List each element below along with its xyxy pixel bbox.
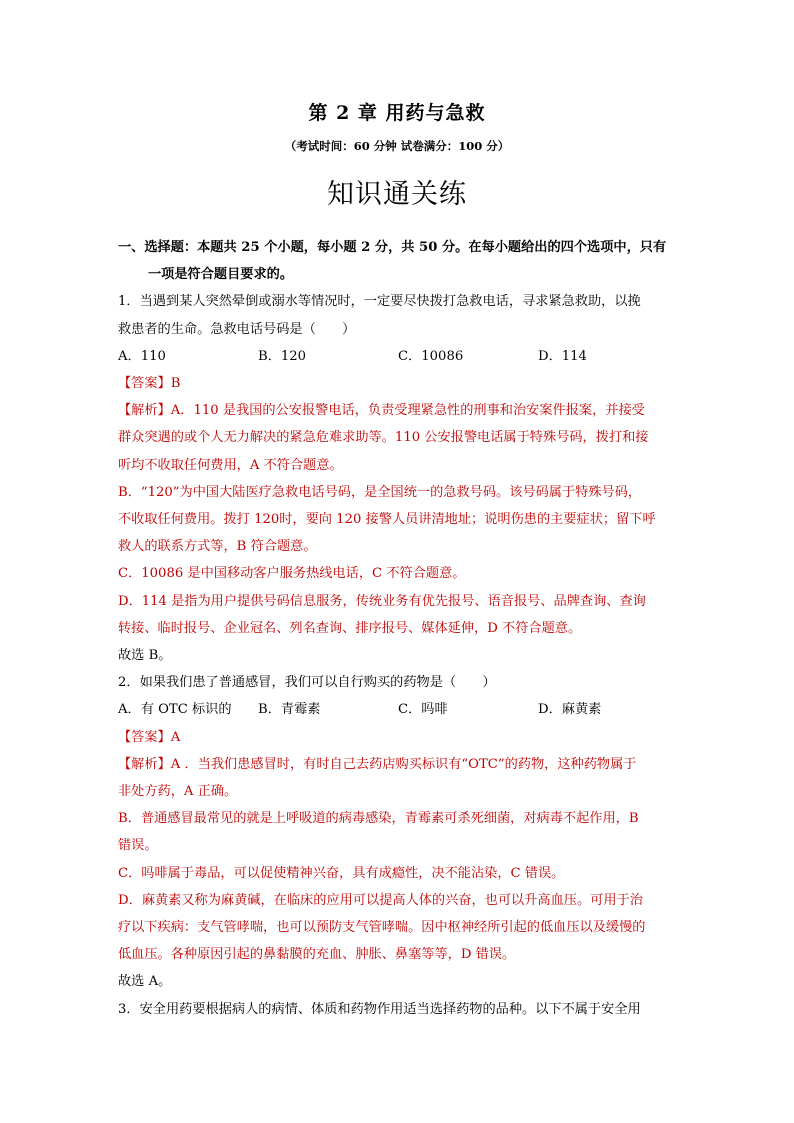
question-1-stem: 1．当遇到某人突然晕倒或溺水等情况时，一定要尽快拨打急救电话，寻求紧急救助，以挽 xyxy=(118,294,641,310)
question-2-stem: 2．如果我们患了普通感冒，我们可以自行购买的药物是（ ） xyxy=(118,675,496,691)
question-3-stem: 3．安全用药要根据病人的病情、体质和药物作用适当选择药物的品种。以下不属于安全用 xyxy=(118,1001,641,1017)
section-heading: 知识通关练 xyxy=(327,179,467,210)
analysis-1-line: B．“120”为中国大陆医疗急救电话号码，是全国统一的急救号码。该号码属于特殊号码， xyxy=(118,484,642,500)
question-1-options xyxy=(118,343,676,370)
analysis-2-line: C．吗啡属于毒品，可以促使精神兴奋，具有成瘾性，决不能沾染，C 错误。 xyxy=(118,865,565,881)
analysis-1-line: 【解析】A．110 是我国的公安报警电话，负责受理紧急性的刑事和治安案件报案，并接受 xyxy=(118,403,645,419)
analysis-1-line: D．114 是指为用户提供号码信息服务，传统业务有优先报号、语音报号、品牌查询、查询 xyxy=(118,593,646,609)
analysis-2-line: B．普通感冒最常见的就是上呼吸道的病毒感染，青霉素可杀死细菌，对病毒不起作用，B xyxy=(118,811,639,827)
analysis-2-line: 疗以下疾病：支气管哮喘，也可以预防支气管哮喘。因中枢神经所引起的低血压以及缓慢的 xyxy=(118,920,646,936)
answer-1: 【答案】B xyxy=(118,376,181,392)
question-2-options xyxy=(118,696,676,723)
answer-2: 【答案】A xyxy=(118,729,181,745)
analysis-2-line: 错误。 xyxy=(118,838,158,854)
analysis-1-line: 群众突遇的或个人无力解决的紧急危难求助等。110 公安报警电话属于特殊号码，拨打和接 xyxy=(118,430,649,446)
option-a: A．有 OTC 标识的 xyxy=(118,702,232,718)
conclusion-1: 故选 B。 xyxy=(118,648,172,664)
option-b: B．120 xyxy=(258,348,307,364)
analysis-2-line: 非处方药，A 正确。 xyxy=(118,784,238,800)
option-d: D．114 xyxy=(538,348,587,364)
section-instruction: 一、选择题：本题共 25 个小题，每小题 2 分，共 50 分。在每小题给出的四个选项中，只有 xyxy=(118,240,667,255)
chapter-title: 第 2 章 用药与急救 xyxy=(308,102,486,124)
analysis-2-line: 【解析】A ．当我们患感冒时，有时自己去药店购买标识有“OTC”的药物，这种药物属于 xyxy=(118,756,637,772)
analysis-1-line: 不收取任何费用。拨打 120时，要向 120 接警人员讲清地址；说明伤患的主要症状；留下呼 xyxy=(118,512,656,528)
conclusion-2: 故选 A。 xyxy=(118,974,172,990)
option-b: B．青霉素 xyxy=(258,702,321,718)
analysis-2-line: 低血压。各种原因引起的鼻黏膜的充血、肿胀、鼻塞等等，D 错误。 xyxy=(118,947,516,963)
analysis-2-line: D．麻黄素又称为麻黄碱，在临床的应用可以提高人体的兴奋，也可以升高血压。可用于治 xyxy=(118,892,643,908)
analysis-1-line: 转接、临时报号、企业冠名、列名查询、排序报号、媒体延伸，D 不符合题意。 xyxy=(118,620,582,636)
analysis-1-line: 听均不收取任何费用，A 不符合题意。 xyxy=(118,457,343,473)
option-c: C．10086 xyxy=(398,348,464,364)
analysis-1-line: 救人的联系方式等，B 符合题意。 xyxy=(118,539,317,555)
option-a: A．110 xyxy=(118,348,166,364)
option-d: D．麻黄素 xyxy=(538,702,602,718)
exam-info: （考试时间：60 分钟 试卷满分：100 分） xyxy=(284,139,510,153)
question-1-stem-cont: 救患者的生命。急救电话号码是（ ） xyxy=(118,321,356,337)
section-instruction-cont: 一项是符合题目要求的。 xyxy=(148,267,294,283)
analysis-1-line: C．10086 是中国移动客户服务热线电话，C 不符合题意。 xyxy=(118,566,466,582)
option-c: C．吗啡 xyxy=(398,702,448,718)
question-body xyxy=(118,234,676,1023)
